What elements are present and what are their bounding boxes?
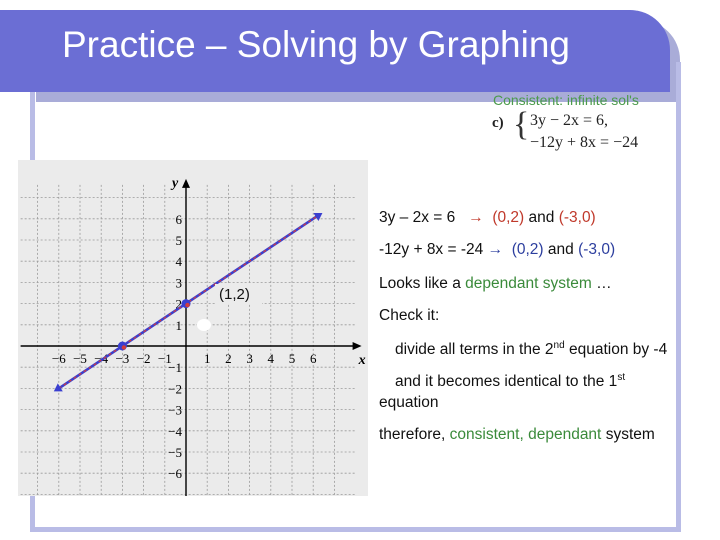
x-tick-label: −1 bbox=[157, 351, 172, 366]
y-tick-label: 4 bbox=[175, 254, 182, 270]
line-therefore: therefore, consistent, dependant system bbox=[379, 426, 655, 443]
line-identical: and it becomes identical to the 1st bbox=[395, 372, 626, 391]
point-a: (0,2) bbox=[511, 241, 544, 258]
graph-point-overlay bbox=[185, 303, 189, 307]
y-tick-label: 5 bbox=[175, 233, 182, 248]
y-tick-label: 2 bbox=[175, 296, 182, 312]
x-tick-label: −6 bbox=[51, 351, 66, 366]
point-b: (-3,0) bbox=[578, 241, 616, 258]
consistent-term: consistent, bbox=[449, 426, 524, 443]
arrow-icon: → bbox=[487, 241, 504, 258]
y-tick-label: 3 bbox=[175, 275, 182, 291]
line-eq2 bbox=[379, 241, 615, 259]
x-tick-label: 3 bbox=[246, 351, 253, 366]
y-tick-label: −5 bbox=[168, 445, 182, 460]
x-tick-label: −5 bbox=[73, 351, 87, 366]
y-axis-label: y bbox=[172, 175, 179, 191]
x-tick-label: 2 bbox=[225, 351, 232, 366]
and-word: and bbox=[547, 241, 574, 258]
and-word: and bbox=[528, 209, 555, 226]
x-tick-label: 1 bbox=[203, 351, 211, 366]
x-tick-label: −2 bbox=[136, 351, 151, 366]
x-tick-label: 4 bbox=[267, 351, 275, 366]
y-tick-label: 1 bbox=[175, 317, 182, 333]
slide-title: Practice – Solving by Graphing bbox=[62, 24, 570, 65]
line-divide: divide all terms in the 2nd equation by -4 bbox=[395, 340, 668, 359]
point-a: (0,2) bbox=[492, 209, 525, 226]
system-eq2: −12y + 8x = −24 bbox=[530, 134, 639, 151]
x-tick-label: −4 bbox=[94, 351, 109, 366]
y-tick-label: −1 bbox=[168, 360, 182, 376]
graph-background bbox=[18, 160, 368, 496]
arrow-icon: → bbox=[468, 209, 484, 226]
x-tick-label: 6 bbox=[309, 351, 317, 366]
frame-bottom-line bbox=[30, 527, 681, 532]
point-label: (1,2) bbox=[219, 286, 250, 303]
coordinate-graph bbox=[18, 160, 368, 496]
y-tick-label: −6 bbox=[168, 466, 182, 482]
system-eq1: 3y − 2x = 6, bbox=[530, 112, 609, 129]
line-check: Check it: bbox=[379, 307, 440, 324]
line-eq1 bbox=[379, 209, 596, 227]
x-tick-label: −3 bbox=[115, 351, 130, 366]
y-tick-label: −3 bbox=[168, 402, 182, 418]
y-tick-label: 6 bbox=[175, 211, 182, 227]
problem-label: Consistent: infinite sol's bbox=[493, 92, 639, 108]
eq2-text: -12y + 8x = -24 bbox=[379, 241, 484, 258]
eq1-text: 3y – 2x = 6 bbox=[379, 209, 456, 226]
white-blob bbox=[197, 319, 211, 331]
system-letter: c) bbox=[492, 115, 504, 131]
y-tick-label: −4 bbox=[168, 423, 182, 439]
x-axis-label: x bbox=[358, 353, 366, 368]
dependant-system-term: dependant system bbox=[465, 275, 592, 292]
y-tick-label: −2 bbox=[168, 381, 182, 397]
x-tick-label: 5 bbox=[288, 351, 296, 366]
system-of-equations bbox=[492, 104, 682, 156]
system-brace: { bbox=[513, 106, 530, 143]
graph-point-overlay bbox=[122, 345, 126, 349]
dependant-term: dependant bbox=[528, 426, 602, 443]
line-equation: equation bbox=[379, 394, 439, 411]
point-b: (-3,0) bbox=[558, 209, 596, 226]
line-dependant: Looks like a dependant system … bbox=[379, 275, 612, 292]
